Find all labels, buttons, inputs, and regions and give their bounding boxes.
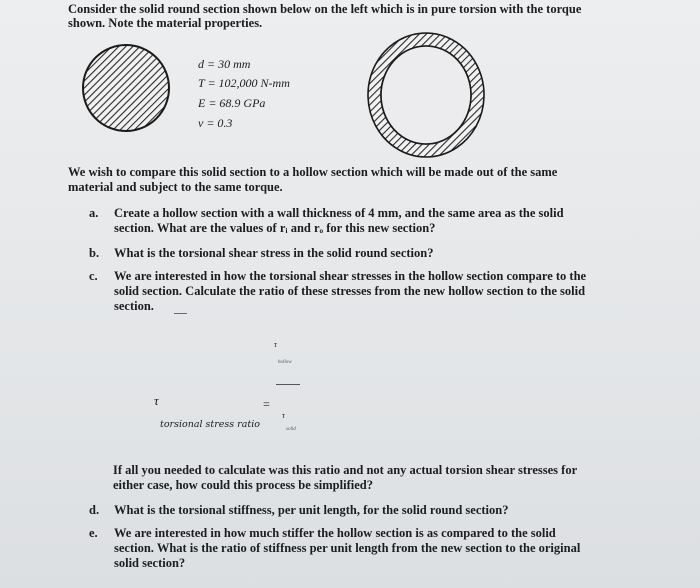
question-b-label: b.: [89, 246, 100, 260]
hollow-section-drawing: [366, 30, 486, 160]
intro-line-2: shown. Note the material properties.: [68, 16, 263, 30]
question-a-line-1: Create a hollow section with a wall thickness of 4 mm, and the same area as the solid: [114, 206, 564, 220]
property-modulus: E = 68.9 GPa: [198, 96, 266, 110]
simplify-line-1: If all you needed to calculate was this ratio and not any actual torsion shear stresses for: [113, 463, 578, 477]
question-a-label: a.: [89, 206, 99, 220]
question-e-line-3: solid section?: [114, 556, 186, 570]
question-c-line-2: solid section. Calculate the ratio of these stresses from the new hollow section to the solid: [114, 284, 586, 298]
simplify-line-2: either case, how could this process be simplified?: [113, 478, 373, 492]
formula-tau: τ: [154, 393, 159, 408]
question-b-line-1: What is the torsional shear stress in the solid round section?: [114, 246, 434, 260]
compare-line-2: material and subject to the same torque.: [68, 180, 283, 194]
question-e-line-2: section. What is the ratio of stiffness per unit length from the new section to the original: [114, 541, 581, 555]
solid-section-drawing: [80, 42, 172, 134]
formula-denominator-tau: τ: [282, 411, 285, 420]
formula-fraction-bar: [276, 384, 300, 385]
formula-equals: =: [263, 397, 270, 411]
question-c-line-3: section.: [114, 299, 154, 313]
question-d-line-1: What is the torsional stiffness, per unit length, for the solid round section?: [114, 503, 509, 517]
formula-denominator-sub: solid: [286, 427, 296, 432]
formula-ratio-label: torsional stress ratio: [160, 419, 260, 430]
question-e-line-1: We are interested in how much stiffer the hollow section is as compared to the solid: [114, 526, 556, 540]
pen-mark: [174, 313, 187, 314]
property-torque: T = 102,000 N-mm: [198, 76, 290, 90]
question-c-line-1: We are interested in how the torsional shear stresses in the hollow section compare to the: [114, 269, 587, 283]
intro-line-1: Consider the solid round section shown below on the left which is in pure torsion with the torque: [68, 2, 582, 16]
formula-numerator-sub: hollow: [278, 360, 292, 365]
compare-line-1: We wish to compare this solid section to a hollow section which will be made out of the same: [68, 165, 558, 179]
question-c-label: c.: [89, 269, 98, 283]
question-e-label: e.: [89, 526, 98, 540]
formula-numerator-tau: τ: [274, 340, 277, 349]
property-poisson: ν = 0.3: [198, 116, 233, 130]
question-a-line-2: section. What are the values of rᵢ and rₒ for this new section?: [114, 221, 436, 235]
property-diameter: d = 30 mm: [198, 57, 251, 71]
question-d-label: d.: [89, 503, 100, 517]
